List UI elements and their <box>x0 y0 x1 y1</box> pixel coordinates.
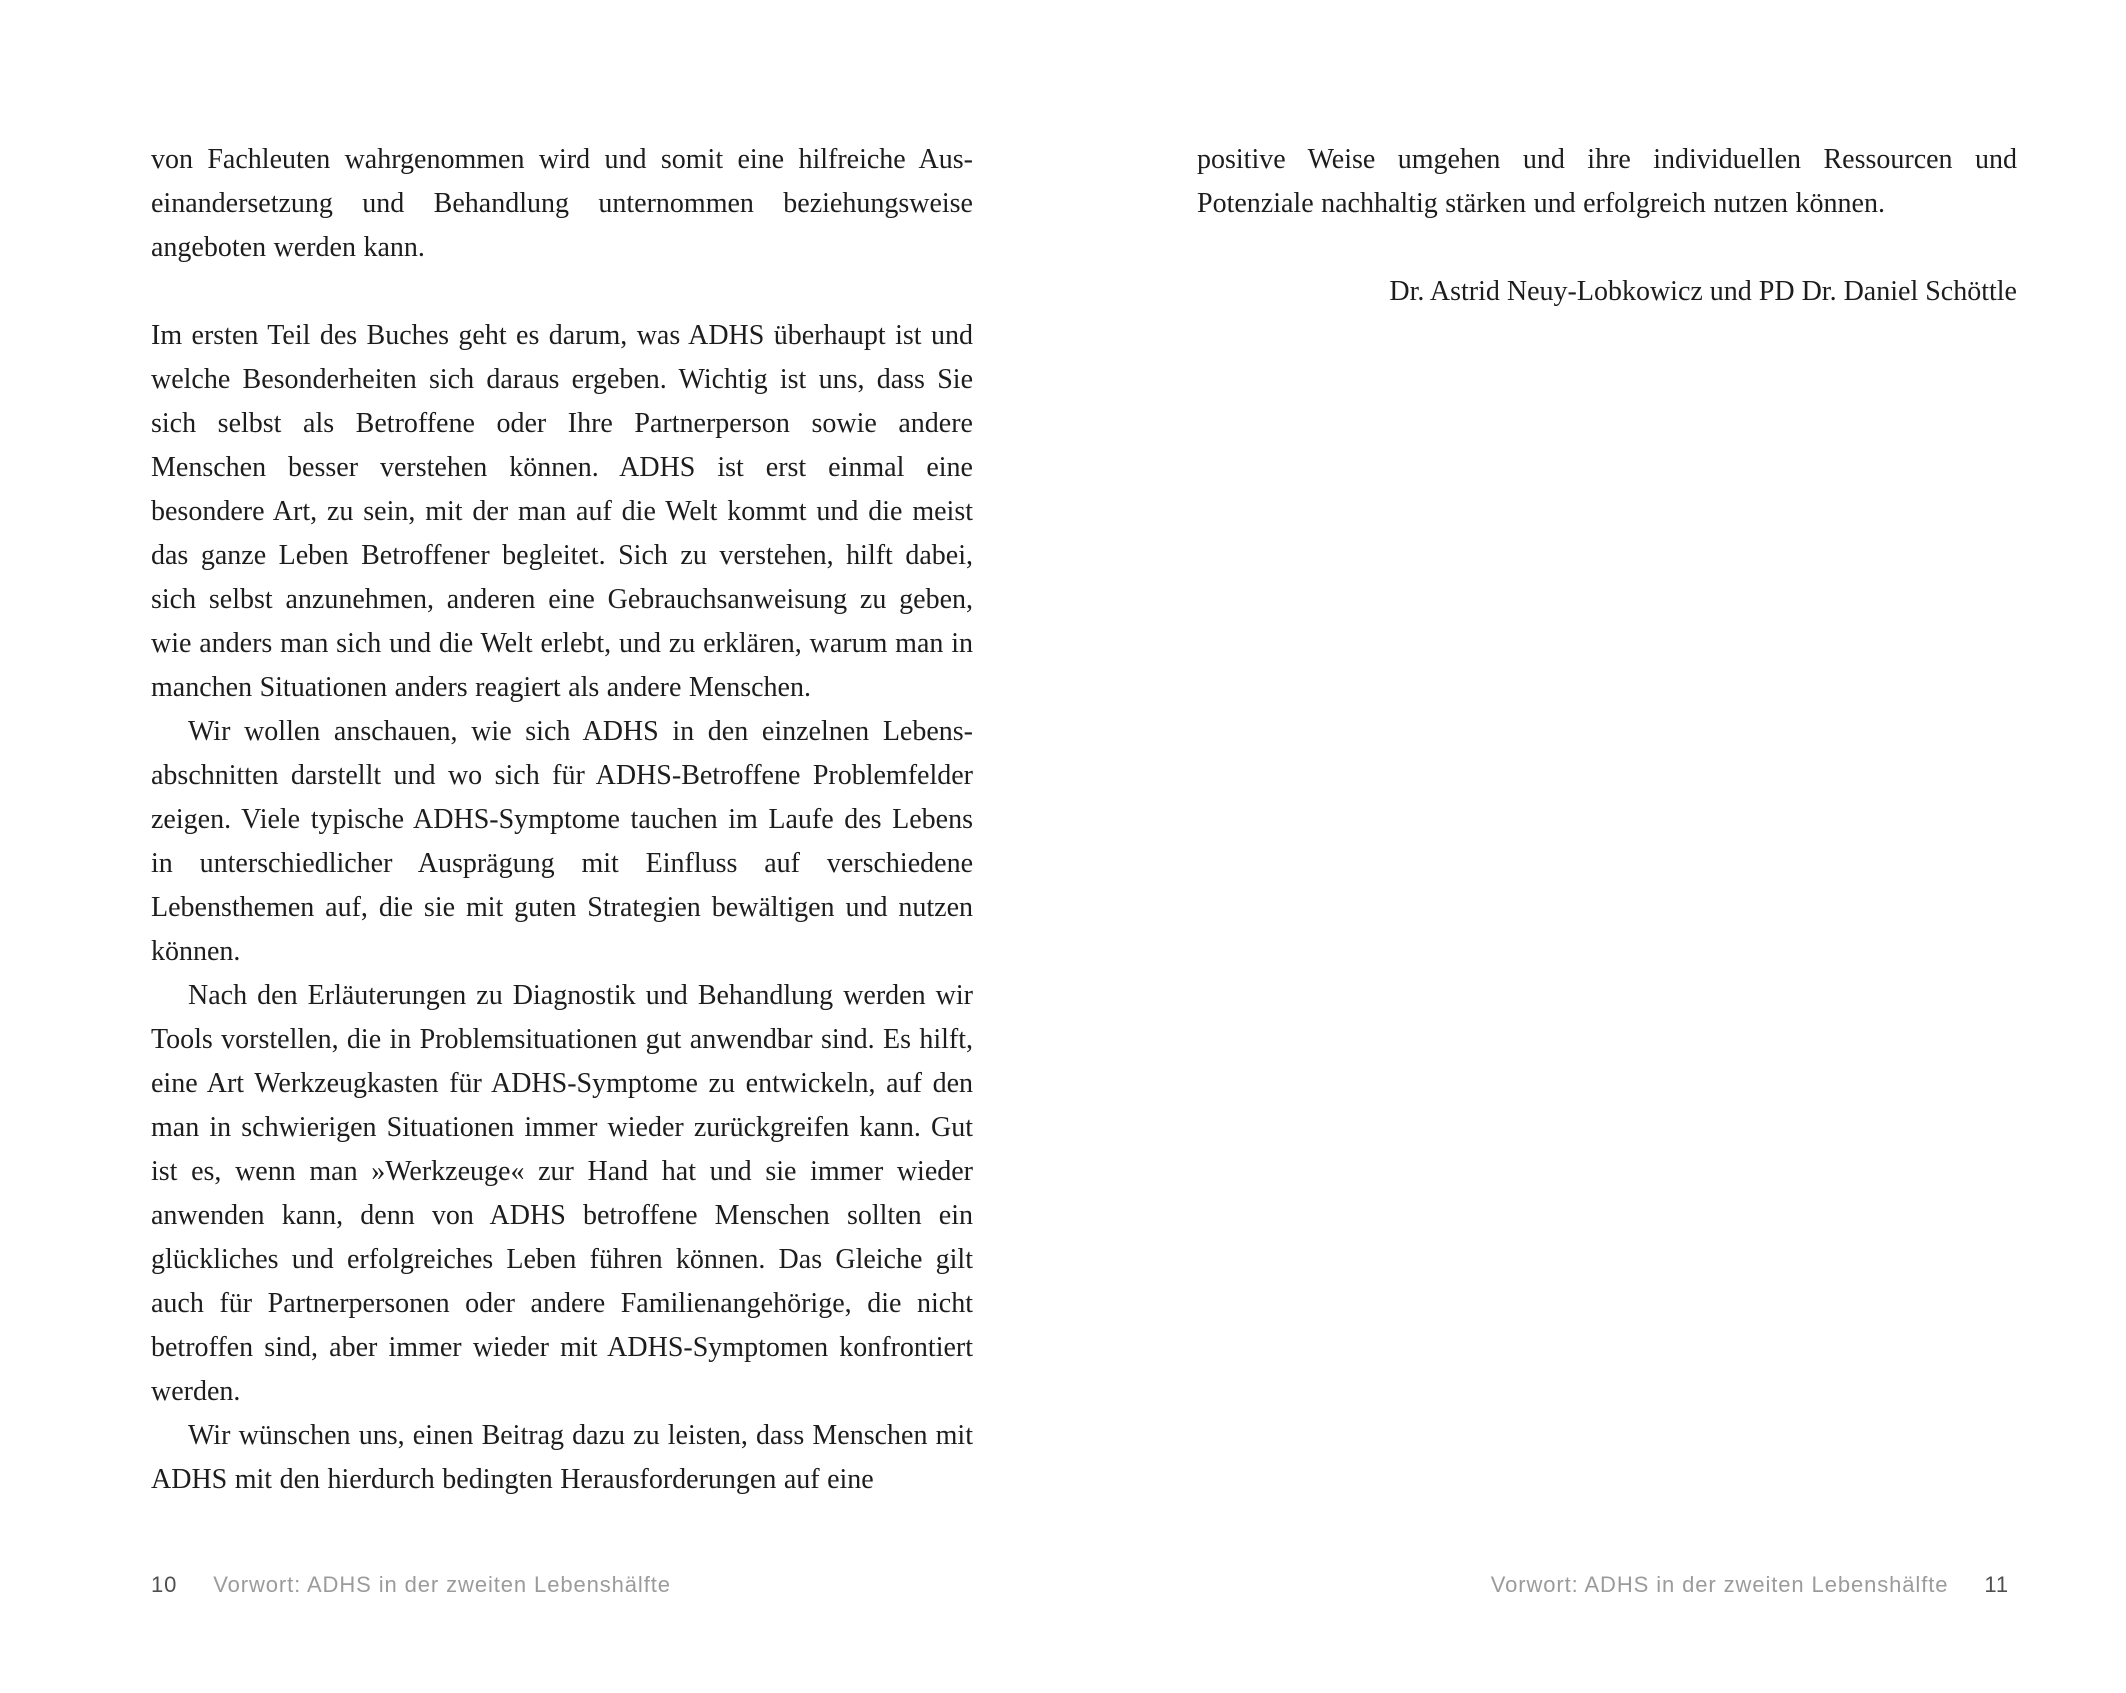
paragraph: Nach den Erläuterungen zu Diagnostik und Behandlung werden wir Tools vorstellen, die in Problemsituationen gut anwendbar sind. Es hilft, eine Art Werkzeugkasten für ADHS-Symptome zu entwickeln, auf den man in schwierigen Situationen immer wieder zurückgreifen kann. Gut ist es, wenn man »Werkzeuge« zur Hand hat und sie immer wieder anwenden kann, denn von ADHS betroffene Menschen sollten ein glückliches und erfolgreiches Leben führen können. Das Gleiche gilt auch für Partnerpersonen oder andere Familienangehörige, die nicht betroffen sind, aber immer wieder mit ADHS-Symptomen konfrontiert werden. <box>151 980 973 1407</box>
page-right <box>1063 0 2126 1693</box>
page-number: 11 <box>1984 1572 2009 1597</box>
paragraph: Wir wollen anschauen, wie sich ADHS in den einzelnen Lebensabschnitten darstellt und wo sich für ADHS-Betroffene Problemfelder zeigen. Viele typische ADHS-Symptome tauchen im Laufe des Lebens in unterschiedlicher Ausprägung mit Einfluss auf verschiedene Lebensthemen auf, die sie mit guten Strategien bewältigen und nutzen können. <box>151 716 973 967</box>
paragraph-continuation: positive Weise umgehen und ihre individuellen Ressourcen und Potenziale nachhaltig stärken und erfolgreich nutzen können. <box>1197 144 2017 219</box>
paragraph: Wir wünschen uns, einen Beitrag dazu zu leisten, dass Menschen mit ADHS mit den hierdurch bedingten Herausforderungen auf eine <box>151 1420 973 1495</box>
right-text-block <box>1197 138 2017 314</box>
footer-left <box>151 1572 671 1598</box>
left-text-block <box>151 138 973 1502</box>
paragraph: Im ersten Teil des Buches geht es darum, was ADHS überhaupt ist und welche Besonderheiten sich daraus ergeben. Wichtig ist uns, dass Sie sich selbst als Betroffene oder Ihre Partnerperson sowie andere Menschen besser verstehen können. ADHS ist erst einmal eine besondere Art, zu sein, mit der man auf die Welt kommt und die meist das ganze Leben Betroffener begleitet. Sich zu verstehen, hilft dabei, sich selbst anzunehmen, anderen eine Gebrauchsanweisung zu geben, wie anders man sich und die Welt erlebt, und zu erklären, warum man in manchen Situationen anders reagiert als andere Menschen. <box>151 320 973 703</box>
footer-right <box>1491 1572 2009 1598</box>
page-number: 10 <box>151 1572 178 1597</box>
running-title: Vorwort: ADHS in der zweiten Lebenshälfte <box>1490 1572 1949 1597</box>
paragraph-continuation: von Fachleuten wahrgenommen wird und somit eine hilfreiche Auseinandersetzung und Behandlung unternommen beziehungsweise angeboten werden kann. <box>151 144 973 263</box>
running-title: Vorwort: ADHS in der zweiten Lebenshälfte <box>213 1572 671 1597</box>
author-signature: Dr. Astrid Neuy-Lobkowicz und PD Dr. Daniel Schöttle <box>1389 276 2017 307</box>
